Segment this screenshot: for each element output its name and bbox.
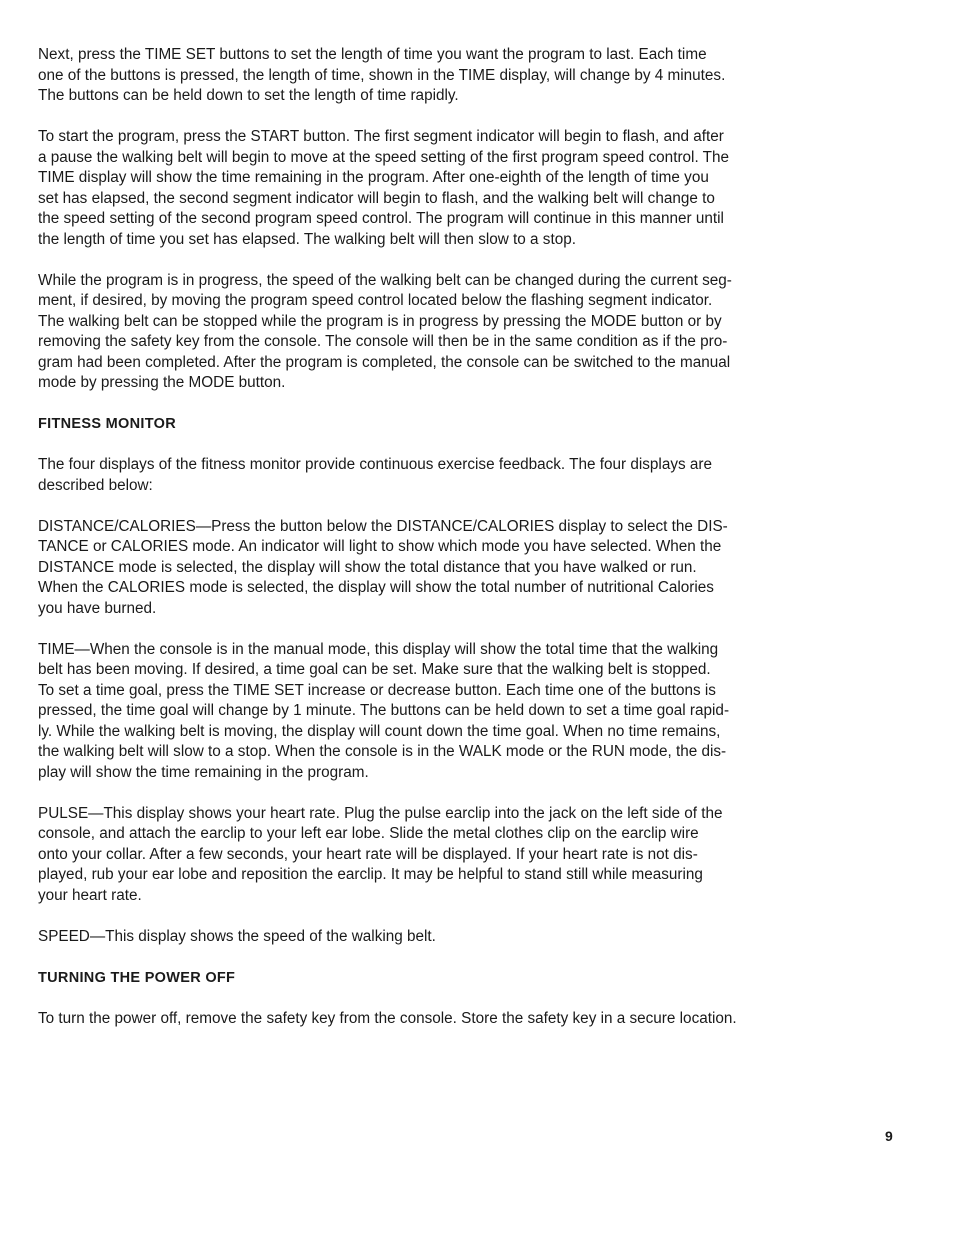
fitness-monitor-intro-paragraph: The four displays of the fitness monitor provide continuous exercise feedback. The four displays are described below: <box>38 456 712 494</box>
program-time-set-paragraph: Next, press the TIME SET buttons to set the length of time you want the program to last. Each time one of the buttons is pressed, the length of time, shown in the TIME display, will change by 4 minutes. The buttons can be held down to set the length of time rapidly. <box>38 46 726 104</box>
distance-calories-paragraph: DISTANCE/CALORIES—Press the button below the DISTANCE/CALORIES display to select the DIS- TANCE or CALORIES mode. An indicator will light to show which mode you have selected. When the DISTANCE mode is selected, the display will show the total distance that you have walked or run. When the CALORIES mode is selected, the display will show the total number of nutritional Calories you have burned. <box>38 517 728 617</box>
speed-display-paragraph: SPEED—This display shows the speed of the walking belt. <box>38 927 436 945</box>
time-display-paragraph: TIME—When the console is in the manual mode, this display will show the total time that the walking belt has been moving. If desired, a time goal can be set. Make sure that the walking belt is stopped. To set a time goal, press the TIME SET increase or decrease button. Each time one of the buttons is pressed, the time goal will change by 1 minute. The buttons can be held down to set a time goal rapid- ly. While the walking belt is moving, the display will count down the time goal. When no time remains, the walking belt will slow to a stop. When the console is in the WALK mode or the RUN mode, the dis- play will show the time remaining in the program. <box>38 640 730 781</box>
power-off-paragraph: To turn the power off, remove the safety key from the console. Store the safety key in a secure location. <box>38 1009 737 1027</box>
pulse-display-paragraph: PULSE—This display shows your heart rate. Plug the pulse earclip into the jack on the left side of the console, and attach the earclip to your left ear lobe. Slide the metal clothes clip on the earclip wire onto your collar. After a few seconds, your heart rate will be displayed. If your heart rate is not dis- played, rub your ear lobe and reposition the earclip. It may be helpful to stand still while measuring your heart rate. <box>38 804 723 904</box>
fitness-monitor-heading: FITNESS MONITOR <box>38 416 176 432</box>
program-in-progress-paragraph: While the program is in progress, the speed of the walking belt can be changed during the current seg- ment, if desired, by moving the program speed control located below the flashing segment indicator. The walking belt can be stopped while the program is in progress by pressing the MODE button or by removing the safety key from the console. The console will then be in the same condition as if the pro- gram had been completed. After the program is completed, the console can be switched to the manual mode by pressing the MODE button. <box>38 271 732 391</box>
program-start-paragraph: To start the program, press the START button. The first segment indicator will begin to flash, and after a pause the walking belt will begin to move at the speed setting of the first program speed control. The TIME display will show the time remaining in the program. After one-eighth of the length of time you set has elapsed, the second segment indicator will begin to flash, and the walking belt will change to the speed setting of the second program speed control. The program will continue in this manner until the length of time you set has elapsed. The walking belt will then slow to a stop. <box>38 128 730 248</box>
page-number: 9 <box>885 1128 893 1144</box>
manual-page-content <box>38 45 838 1050</box>
turning-power-off-heading: TURNING THE POWER OFF <box>38 969 236 986</box>
